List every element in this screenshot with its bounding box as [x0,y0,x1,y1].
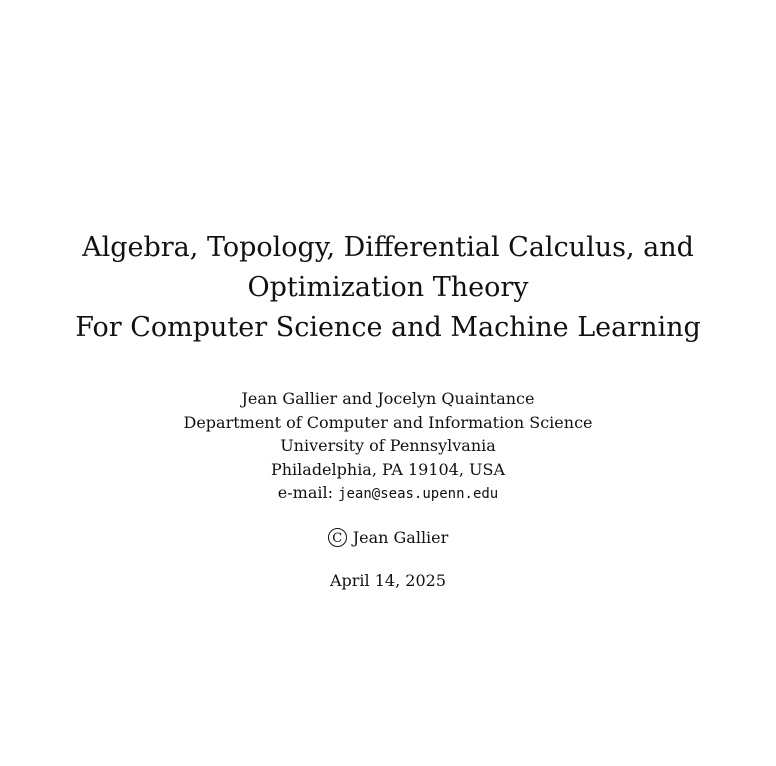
address: Philadelphia, PA 19104, USA [270,459,506,479]
title-line-3: For Computer Science and Machine Learning [75,312,701,343]
document-title [0,228,776,348]
email-line [0,481,776,507]
email-address: jean@seas.upenn.edu [338,486,499,502]
copyright-notice [0,527,776,549]
university: University of Pennsylvania [280,436,496,455]
title-line-1: Algebra, Topology, Differential Calculus, and [82,232,694,263]
publication-date: April 14, 2025 [329,571,446,590]
email-label: e-mail: [277,483,333,502]
department: Department of Computer and Information Science [183,412,593,432]
author-names: Jean Gallier and Jocelyn Quaintance [241,389,535,408]
title-line-2: Optimization Theory [247,272,529,303]
copyright-icon: C [328,528,347,547]
copyright-holder: Jean Gallier [352,528,449,547]
author-info [0,387,776,507]
